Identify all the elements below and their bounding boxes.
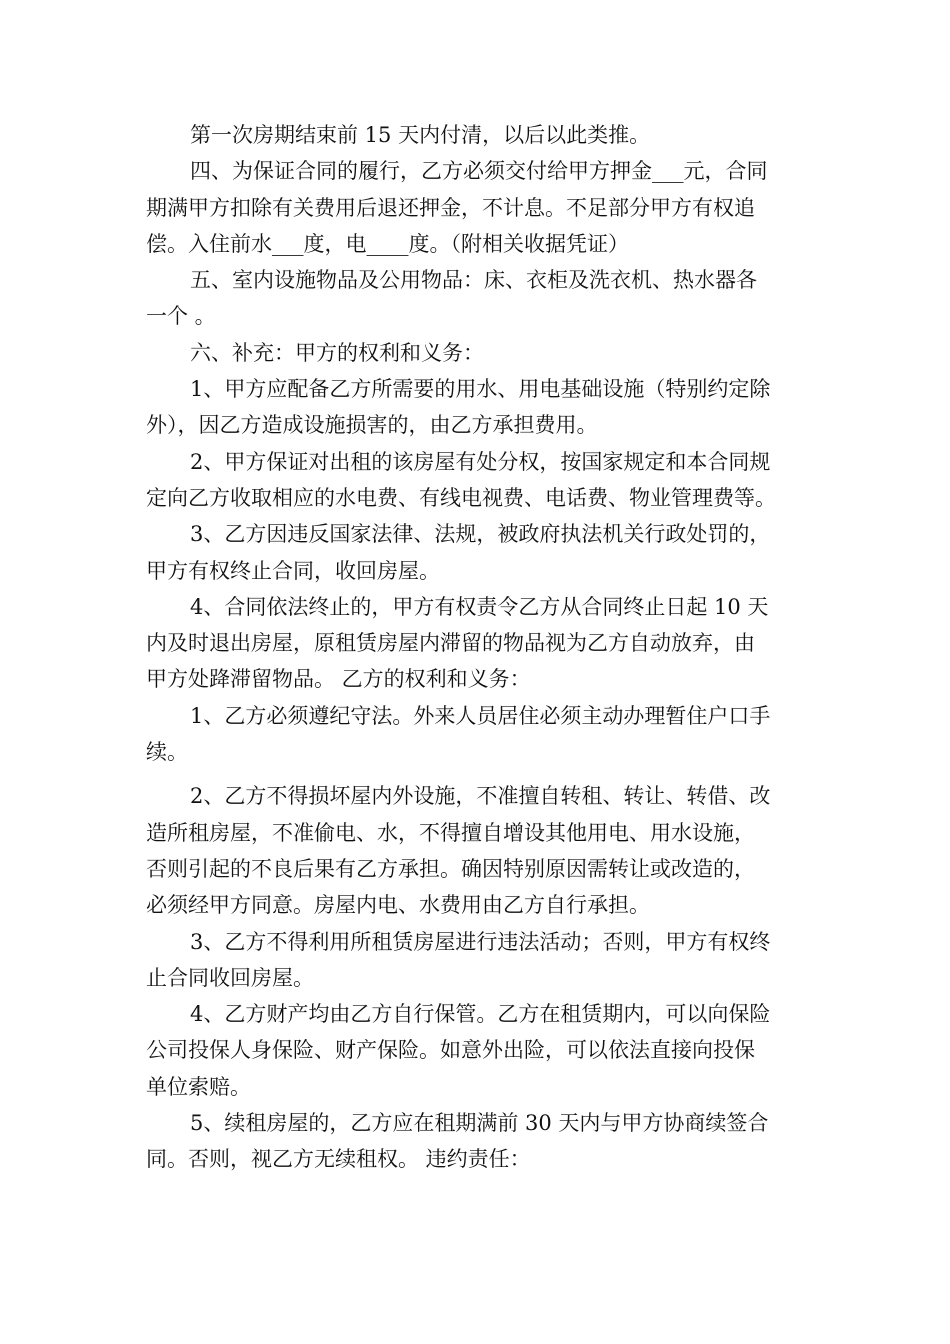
text-line: 4、乙方财产均由乙方自行保管。乙方在租赁期内，可以向保险 bbox=[190, 1002, 771, 1027]
paragraph bbox=[146, 996, 808, 1105]
text-line: 单位索赔。 bbox=[146, 1074, 251, 1099]
text-line: 同。否则，视乙方无续租权。 违约责任： bbox=[146, 1147, 531, 1172]
paragraph bbox=[146, 444, 808, 517]
text-line: 4、合同依法终止的，甲方有权责令乙方从合同终止日起 10 天 bbox=[190, 594, 769, 619]
text-line: 否则引起的不良后果有乙方承担。确因特别原因需转让或改造的， bbox=[146, 856, 755, 881]
paragraph bbox=[146, 153, 808, 262]
text-line: 3、乙方因违反国家法律、法规，被政府执法机关行政处罚的， bbox=[190, 522, 771, 547]
text-line: 一个 。 bbox=[146, 304, 216, 329]
text-line: 2、乙方不得损坏屋内外设施，不准擅自转租、转让、转借、改 bbox=[190, 784, 771, 809]
text-line: 5、续租房屋的，乙方应在租期满前 30 天内与甲方协商续签合 bbox=[190, 1111, 769, 1136]
text-line: 造所租房屋，不准偷电、水，不得擅自增设其他用电、用水设施， bbox=[146, 820, 755, 845]
paragraph bbox=[146, 117, 808, 153]
text-line: 公司投保人身保险、财产保险。如意外出险，可以依法直接向投保 bbox=[146, 1038, 755, 1063]
paragraph bbox=[146, 516, 808, 589]
text-line: 甲方有权终止合同，收回房屋。 bbox=[146, 558, 440, 583]
text-line: 必须经甲方同意。房屋内电、水费用由乙方自行承担。 bbox=[146, 893, 650, 918]
text-line: 3、乙方不得利用所租赁房屋进行违法活动；否则，甲方有权终 bbox=[190, 929, 771, 954]
text-line: 外），因乙方造成设施损害的，由乙方承担费用。 bbox=[146, 413, 598, 438]
text-line: 定向乙方收取相应的水电费、有线电视费、电话费、物业管理费等。 bbox=[146, 485, 776, 510]
text-line: 期满甲方扣除有关费用后退还押金，不计息。不足部分甲方有权追 bbox=[146, 195, 755, 220]
paragraph bbox=[146, 924, 808, 997]
text-line: 四、为保证合同的履行，乙方必须交付给甲方押金___元，合同 bbox=[190, 159, 768, 184]
text-line: 五、室内设施物品及公用物品：床、衣柜及洗衣机、热水器各 bbox=[190, 268, 757, 293]
paragraph bbox=[146, 371, 808, 444]
text-line: 第一次房期结束前 15 天内付清，以后以此类推。 bbox=[190, 123, 651, 147]
text-line: 1、甲方应配备乙方所需要的用水、用电基础设施（特别约定除 bbox=[190, 377, 771, 402]
text-line: 1、乙方必须遵纪守法。外来人员居住必须主动办理暂住户口手 bbox=[190, 703, 771, 728]
paragraph bbox=[146, 589, 808, 698]
text-line: 六、补充：甲方的权利和义务： bbox=[190, 340, 484, 365]
text-line: 止合同收回房屋。 bbox=[146, 965, 314, 990]
paragraph bbox=[146, 1105, 808, 1178]
document-page bbox=[146, 117, 808, 1178]
paragraph bbox=[146, 778, 808, 923]
text-line: 续。 bbox=[146, 740, 188, 765]
text-line: 偿。入住前水___度，电____度。（附相关收据凭证） bbox=[146, 231, 629, 256]
paragraph bbox=[146, 335, 808, 371]
paragraph bbox=[146, 698, 808, 771]
paragraph bbox=[146, 262, 808, 335]
text-line: 2、甲方保证对出租的该房屋有处分权，按国家规定和本合同规 bbox=[190, 449, 771, 474]
text-line: 甲方处跭滞留物品。 乙方的权利和义务： bbox=[146, 667, 531, 692]
text-line: 内及时退出房屋，原租赁房屋内滞留的物品视为乙方自动放弃，由 bbox=[146, 631, 755, 656]
